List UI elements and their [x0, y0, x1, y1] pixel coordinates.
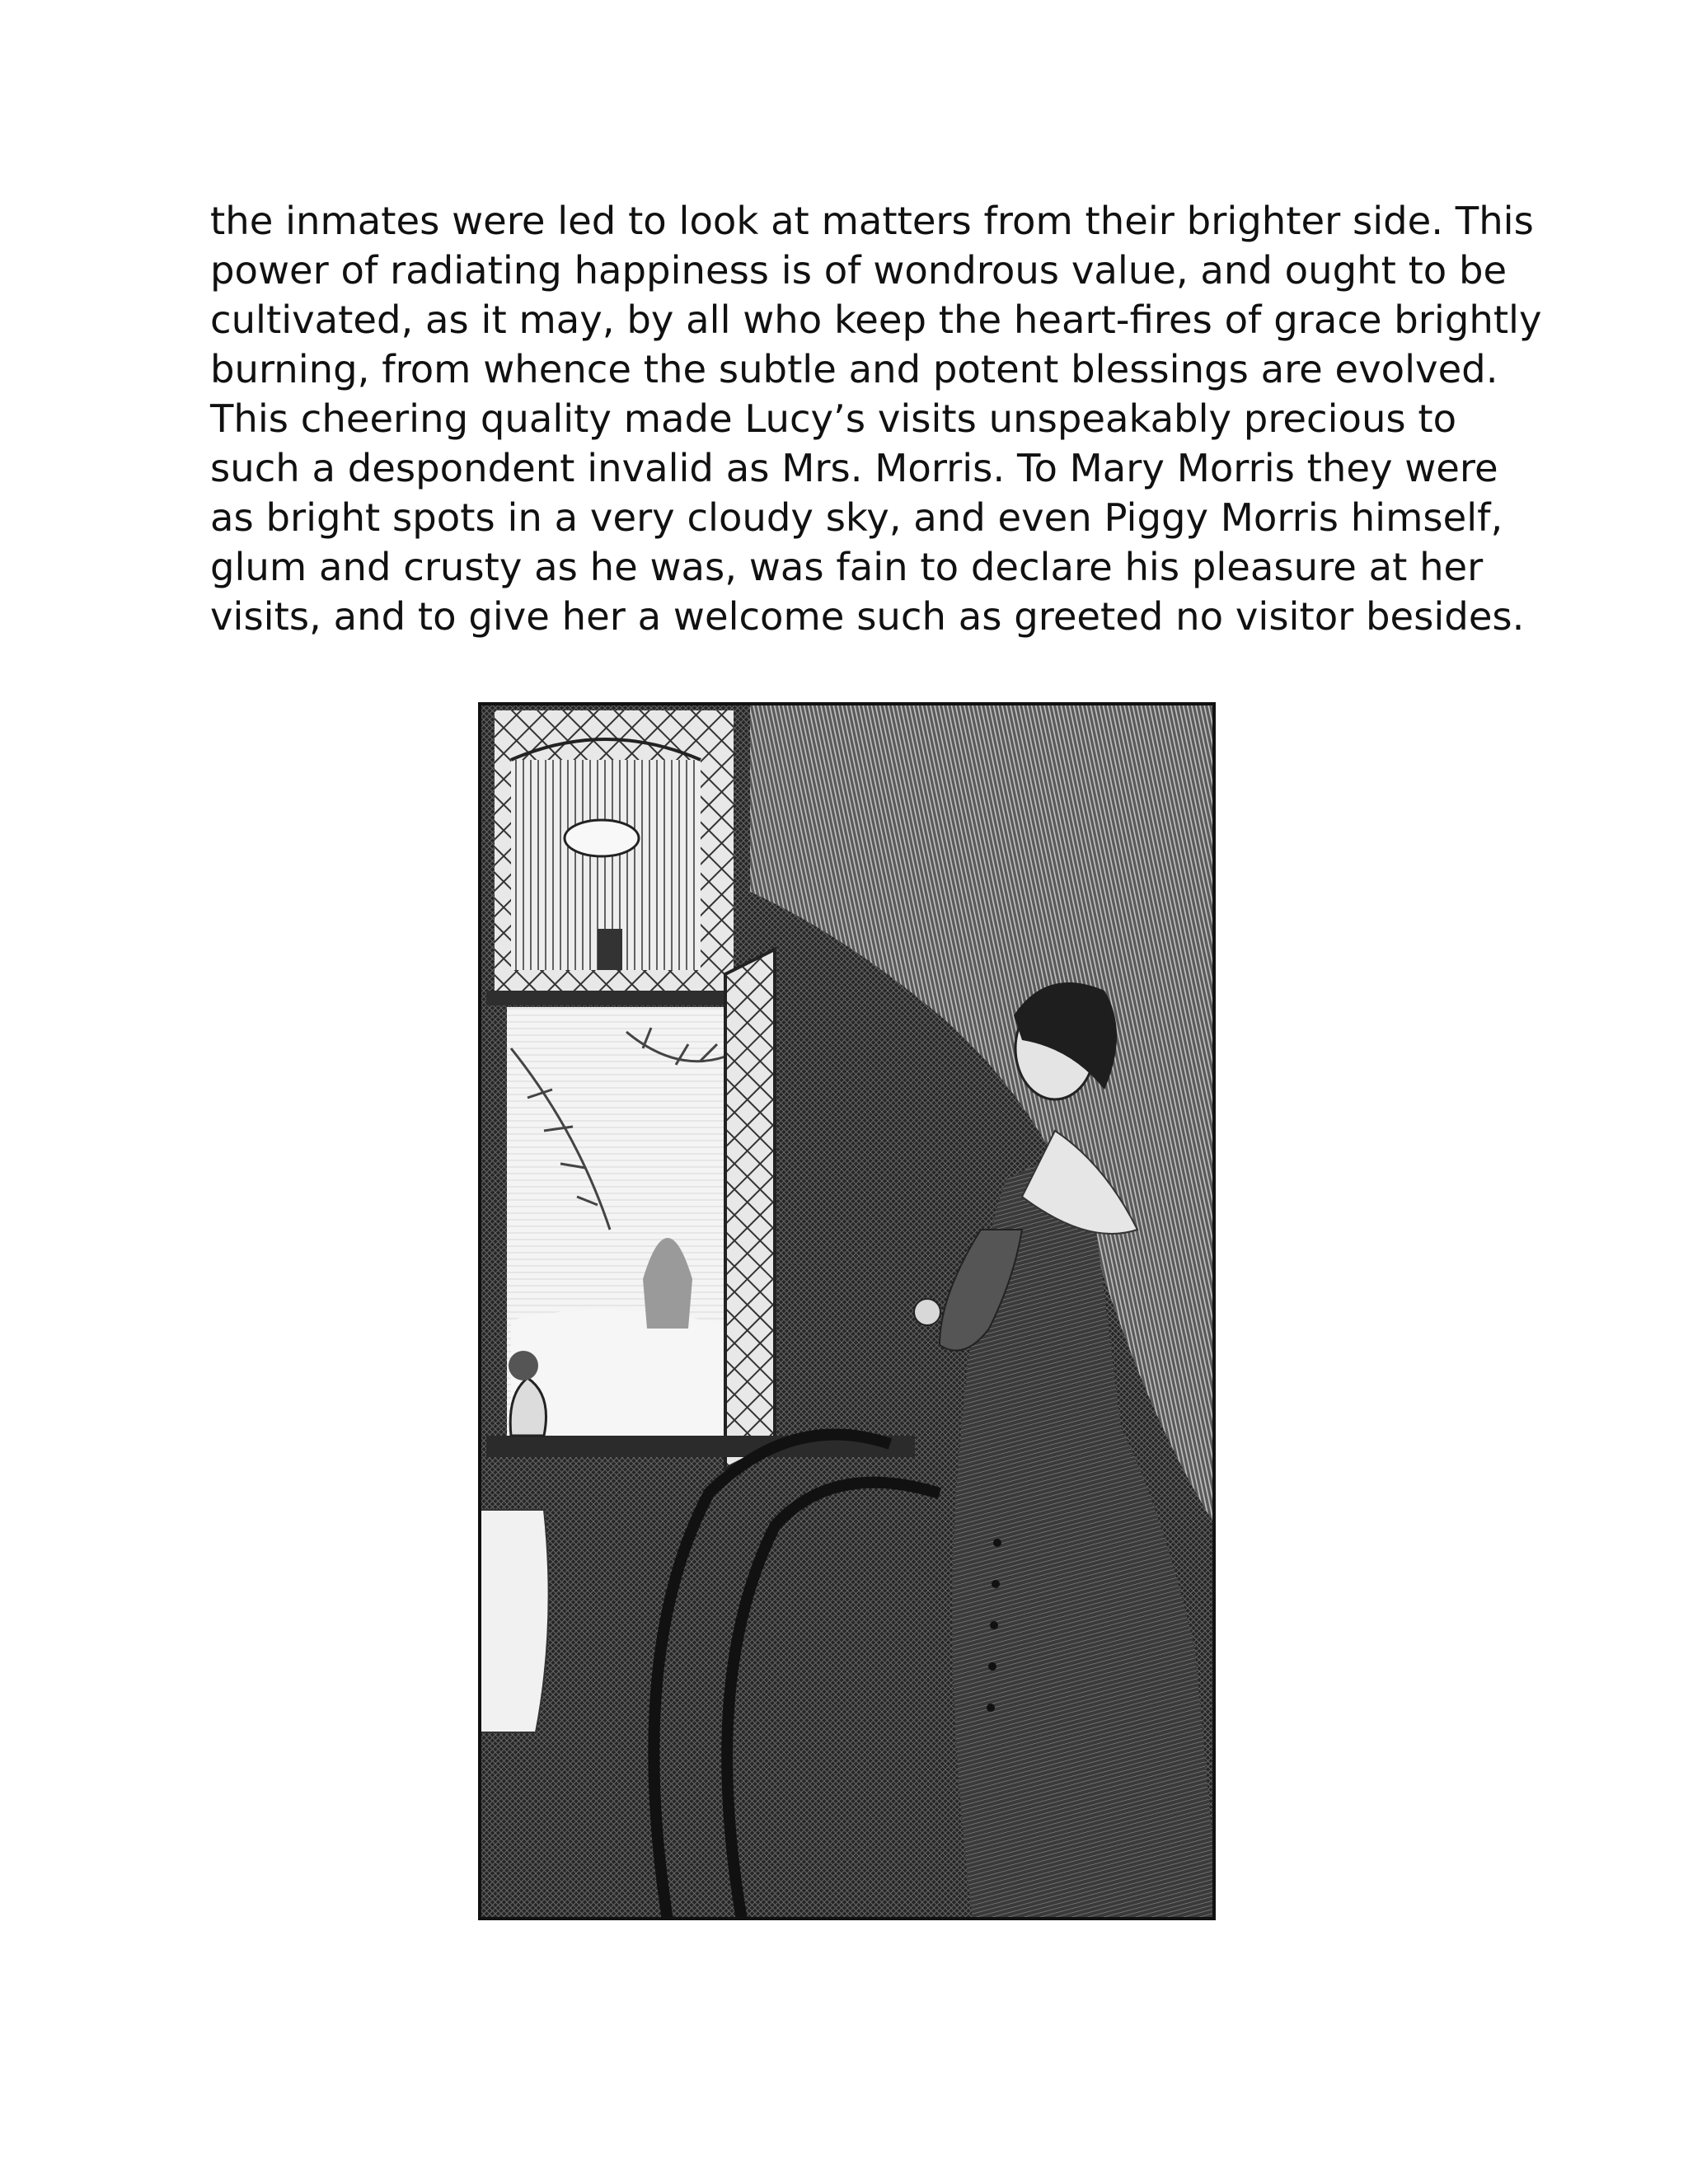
bird-icon — [565, 820, 639, 856]
paragraph-line: burning, from whence the subtle and potent blessings are evolved. — [210, 347, 1498, 391]
paragraph-line: power of radiating happiness is of wondrous value, and ought to be — [210, 248, 1507, 293]
paragraph-line: as bright spots in a very cloudy sky, and even Piggy Morris himself, — [210, 495, 1503, 540]
engraving-picture — [478, 702, 1216, 1920]
engraving-illustration — [478, 702, 1216, 1920]
body-paragraph — [210, 196, 1542, 641]
paragraph-line: such a despondent invalid as Mrs. Morris. To Mary Morris they were — [210, 446, 1498, 490]
held-flower — [914, 1299, 940, 1325]
paragraph-line: glum and crusty as he was, was fain to declare his pleasure at her — [210, 545, 1484, 589]
open-casement-window — [725, 949, 775, 1469]
window-shelf — [486, 991, 750, 1005]
paragraph-line: cultivated, as it may, by all who keep the heart-fires of grace brightly — [210, 298, 1542, 342]
paragraph-line: This cheering quality made Lucy’s visits unspeakably precious to — [210, 396, 1457, 441]
cage-feeder — [598, 929, 622, 970]
paragraph-line: visits, and to give her a welcome such as greeted no visitor besides. — [210, 594, 1525, 639]
paragraph-line: the inmates were led to look at matters from their brighter side. This — [210, 199, 1534, 243]
tablecloth — [478, 1510, 549, 1732]
